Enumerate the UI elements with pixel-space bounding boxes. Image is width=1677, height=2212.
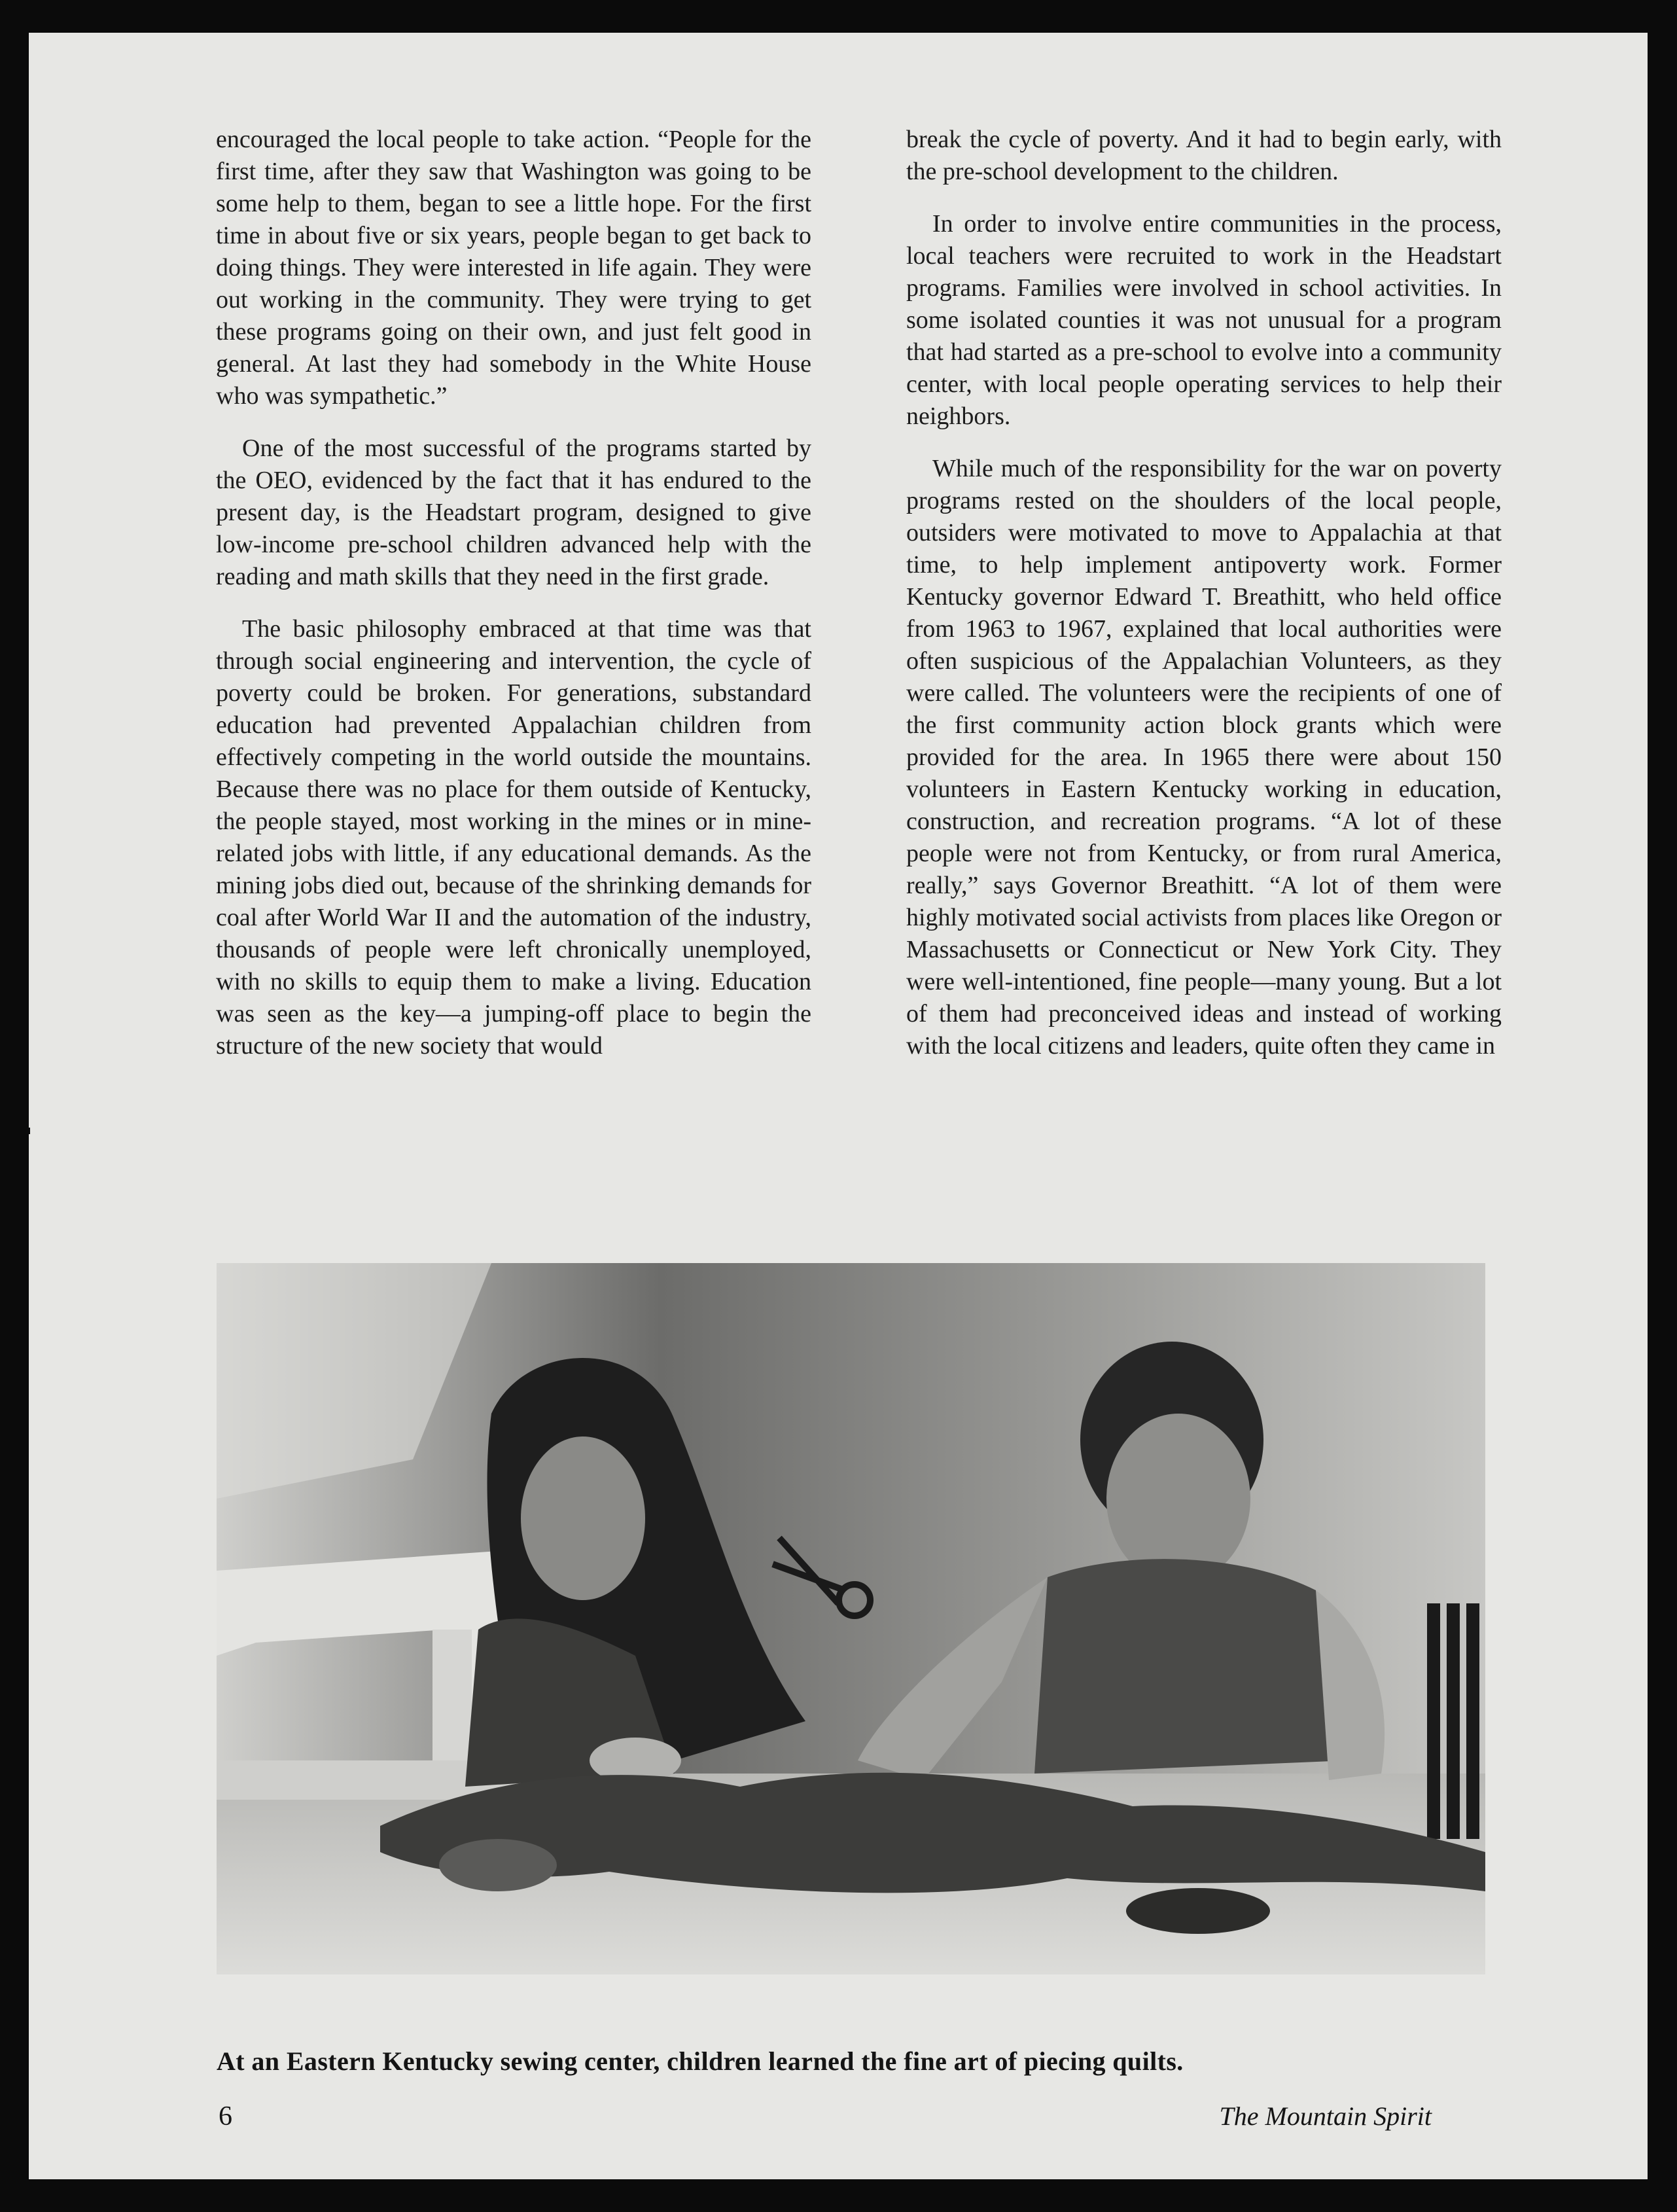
- paragraph: break the cycle of poverty. And it had to begin early, with the pre-school development to the children.: [906, 126, 1502, 185]
- right-text-column: [906, 124, 1502, 1082]
- page-number: 6: [219, 2101, 232, 2132]
- left-text-column: [216, 124, 811, 1082]
- paragraph: In order to involve entire communities in the process, local teachers were recruited to work in the Headstart programs. Families were involved in school activities. In some isolated counties it was not unusual for a program that had started as a pre-school to evolve into a community center, with local people operating services to help their neighbors.: [906, 210, 1502, 430]
- paragraph: While much of the responsibility for the war on poverty programs rested on the shoulders of the local people, outsiders were motivated to move to Appalachia at that time, to help implement antipoverty work. Former Kentucky governor Edward T. Breathitt, who held office from 1963 to 1967, explained that local authorities were often suspicious of the Appalachian Volunteers, as they were called. The volunteers were the recipients of one of the first community action block grants which were provided for the area. In 1965 there were about 150 volunteers in Eastern Kentucky working in education, construction, and recreation programs. “A lot of these people were not from Kentucky, or from rural America, really,” says Governor Breathitt. “A lot of them were highly motivated social activists from places like Oregon or Massachusetts or Connecticut or New York City. They were well-intentioned, fine people—many young. But a lot of them had preconceived ideas and instead of working with the local citizens and leaders, quite often they came in: [906, 455, 1502, 1060]
- publication-name: The Mountain Spirit: [1219, 2101, 1432, 2131]
- photo-caption: At an Eastern Kentucky sewing center, children learned the fine art of piecing quilts.: [217, 2046, 1184, 2076]
- paragraph: The basic philosophy embraced at that time was that through social engineering and intervention, the cycle of poverty could be broken. For generations, substandard education had prevented Appalachian children from effectively competing in the world outside the mountains. Because there was no place for them outside of Kentucky, the people stayed, most working in the mines or in mine-related jobs with little, if any educational demands. As the mining jobs died out, because of the shrinking demands for coal after World War II and the automation of the industry, thousands of people were left chronically unemployed, with no skills to equip them to make a living. Education was seen as the key—a jumping-off place to begin the structure of the new society that would: [216, 615, 811, 1060]
- sewing-center-photo: [217, 1263, 1485, 1974]
- magazine-page: [29, 33, 1648, 2179]
- paragraph: One of the most successful of the programs started by the OEO, evidenced by the fact that it has endured to the present day, is the Headstart program, designed to give low-income pre-school children advanced help with the reading and math skills that they need in the first grade.: [216, 435, 811, 590]
- paragraph: encouraged the local people to take action. “People for the first time, after they saw that Washington was going to be some help to them, began to see a little hope. For the first time in about five or six years, people began to get back to doing things. They were interested in life again. They were out working in the community. They were trying to get these programs going on their own, and just felt good in general. At last they had somebody in the White House who was sympathetic.”: [216, 126, 811, 410]
- edge-mark: [25, 1128, 30, 1134]
- photo-illustration: [217, 1263, 1485, 1974]
